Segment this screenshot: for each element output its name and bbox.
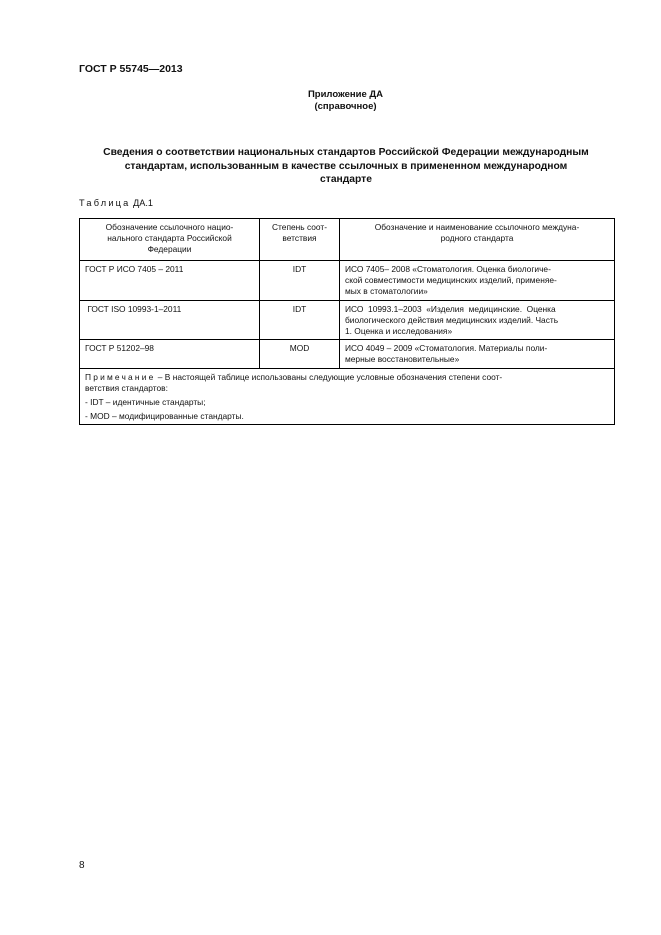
table-row	[80, 261, 615, 301]
cell-international-standard	[340, 340, 615, 368]
note-first-line	[85, 372, 609, 394]
cell-line: ИСО 4049 – 2009 «Стоматология. Материалы поли-	[345, 343, 548, 354]
standards-table	[79, 218, 615, 425]
table-row	[80, 300, 615, 340]
cell-line: ской совместимости медицинских изделий, применяе-	[345, 275, 557, 286]
appendix-subtitle: (справочное)	[314, 101, 377, 112]
note-item-idt: - IDT – идентичные стандарты;	[85, 397, 206, 408]
cell-international-standard	[340, 261, 615, 301]
appendix-title: Приложение ДА	[307, 89, 384, 100]
header-line: ветствия	[282, 233, 317, 244]
document-title	[80, 146, 612, 187]
page-number: 8	[79, 860, 85, 871]
header-line: Обозначение ссылочного нацио-	[105, 222, 234, 232]
appendix-heading	[0, 89, 661, 113]
note-text-cont: ветствия стандартов:	[85, 382, 168, 393]
table-caption	[79, 198, 153, 208]
note-text: – В настоящей таблице использованы следующие условные обозначения степени соот-	[155, 371, 503, 382]
cell-line: биологического действия медицинских изделий. Часть	[345, 314, 559, 325]
table-note	[80, 368, 615, 425]
header-national-standard	[80, 219, 260, 261]
cell-line: 1. Оценка и исследования»	[345, 326, 453, 337]
cell-national-standard: ГОСТ ISO 10993-1–2011	[80, 300, 260, 340]
cell-degree: MOD	[260, 340, 340, 368]
table-note-row	[80, 368, 615, 425]
table-header-row	[80, 219, 615, 261]
title-line: стандарте	[320, 174, 372, 185]
header-line: Степень соот-	[272, 222, 327, 232]
header-degree	[260, 219, 340, 261]
cell-international-standard	[340, 300, 615, 340]
cell-national-standard: ГОСТ Р ИСО 7405 – 2011	[80, 261, 260, 301]
cell-line: мых в стоматологии»	[345, 286, 428, 297]
header-line: родного стандарта	[440, 233, 514, 244]
title-line: стандартам, использованным в качестве ссылочных в примененном международном	[124, 160, 568, 172]
table-row	[80, 340, 615, 368]
cell-line: ИСО 10993.1–2003 «Изделия медицинские. Оценка	[345, 303, 556, 314]
header-line: Обозначение и наименование ссылочного междуна-	[374, 222, 580, 232]
cell-line: мерные восстановительные»	[345, 354, 460, 365]
header-line: нального стандарта Российской	[107, 233, 232, 244]
cell-line: ИСО 7405– 2008 «Стоматология. Оценка биологиче-	[345, 264, 551, 274]
cell-national-standard: ГОСТ Р 51202–98	[80, 340, 260, 368]
cell-degree: IDT	[260, 300, 340, 340]
cell-degree: IDT	[260, 261, 340, 301]
document-code: ГОСТ Р 55745—2013	[79, 63, 183, 75]
note-item-mod: - MOD – модифицированные стандарты.	[85, 411, 244, 422]
header-international-standard	[340, 219, 615, 261]
table-caption-number: ДА.1	[133, 198, 154, 208]
table-caption-word: Таблица	[79, 198, 131, 208]
note-label: Примечание	[85, 371, 156, 382]
header-line: Федерации	[147, 244, 192, 255]
title-line: Сведения о соответствии национальных стандартов Российской Федерации международным	[103, 147, 589, 158]
